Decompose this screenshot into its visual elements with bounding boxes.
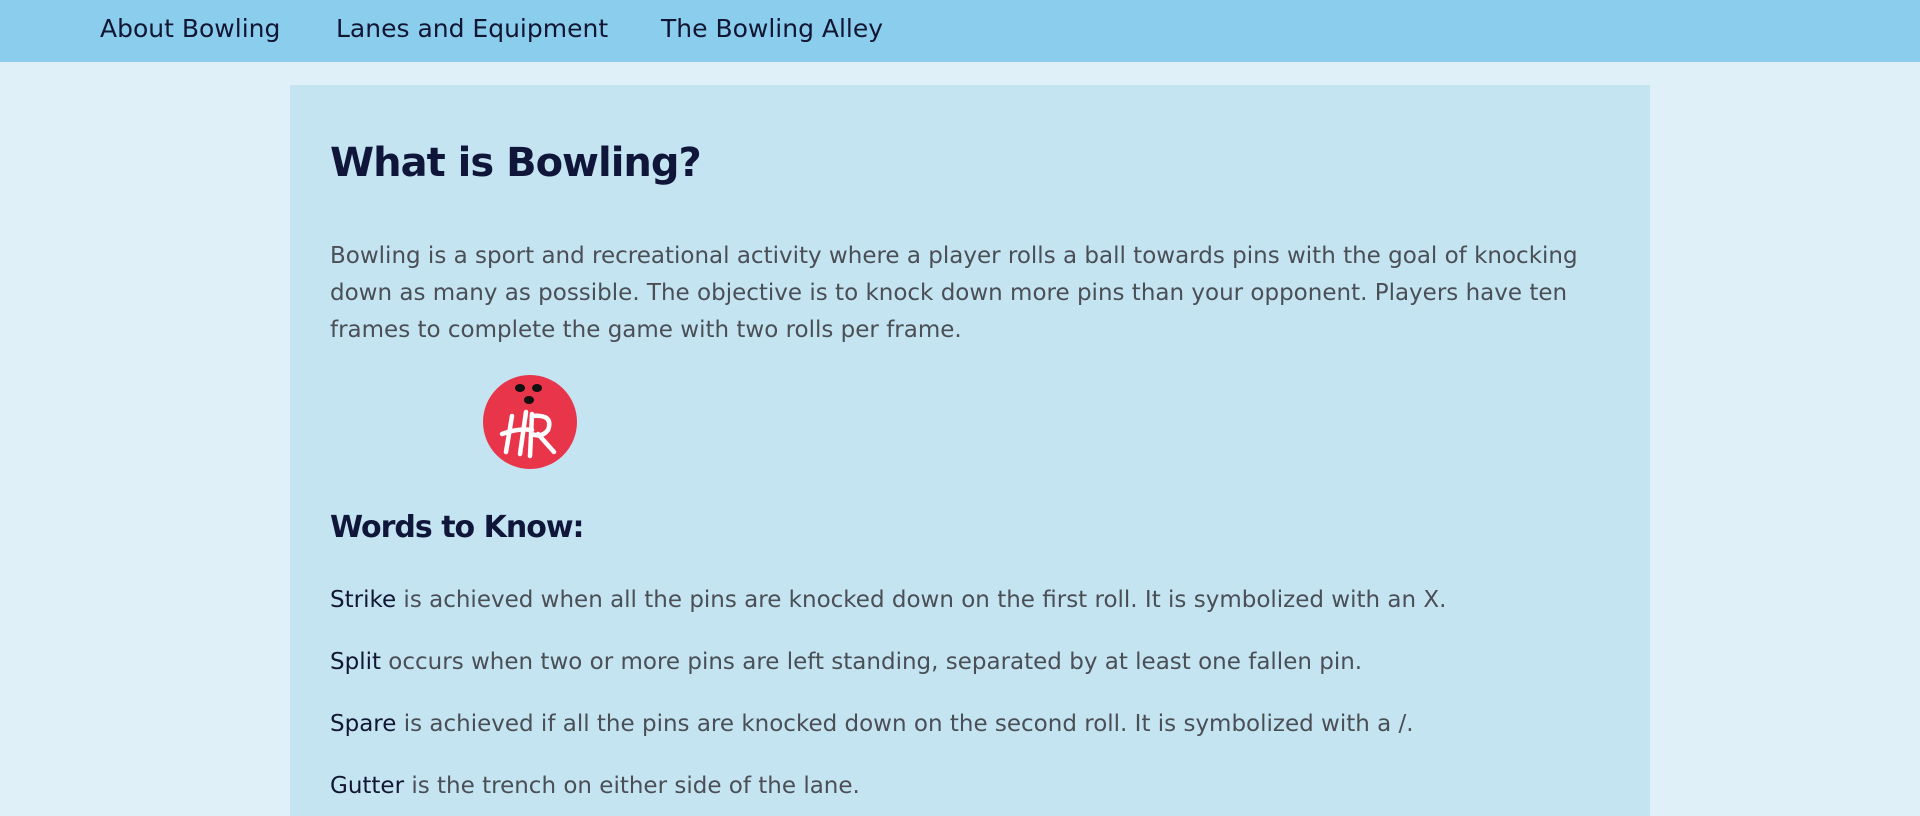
term-definition: occurs when two or more pins are left standing, separated by at least one fallen pin. <box>381 649 1363 675</box>
intro-paragraph: Bowling is a sport and recreational activity where a player rolls a ball towards pins with the goal of knocking down as many as possible. The objective is to knock down more pins than your opponent. Players have ten frames to complete the game with two rolls per frame. <box>330 243 1578 343</box>
nav-link-about-bowling[interactable]: About Bowling <box>100 14 281 43</box>
bowling-ball-logo-icon <box>482 374 578 470</box>
nav-link-lanes-and-equipment[interactable]: Lanes and Equipment <box>336 14 609 43</box>
term-word: Split <box>330 649 381 675</box>
term-definition: is achieved when all the pins are knocked down on the first roll. It is symbolized with an X. <box>396 587 1447 613</box>
term-word: Spare <box>330 711 397 737</box>
term-word: Gutter <box>330 773 405 799</box>
term-definition: is achieved if all the pins are knocked down on the second roll. It is symbolized with a /. <box>396 711 1414 737</box>
page-title: What is Bowling? <box>330 140 701 186</box>
term-definition: is the trench on either side of the lane. <box>404 773 860 799</box>
nav-link-the-bowling-alley[interactable]: The Bowling Alley <box>661 14 884 43</box>
term-gutter <box>330 770 860 802</box>
term-split <box>330 646 1362 678</box>
words-to-know-heading: Words to Know: <box>330 510 584 545</box>
term-word: Strike <box>330 587 397 613</box>
term-spare <box>330 708 1414 740</box>
term-strike <box>330 584 1446 616</box>
top-nav <box>0 0 1920 62</box>
